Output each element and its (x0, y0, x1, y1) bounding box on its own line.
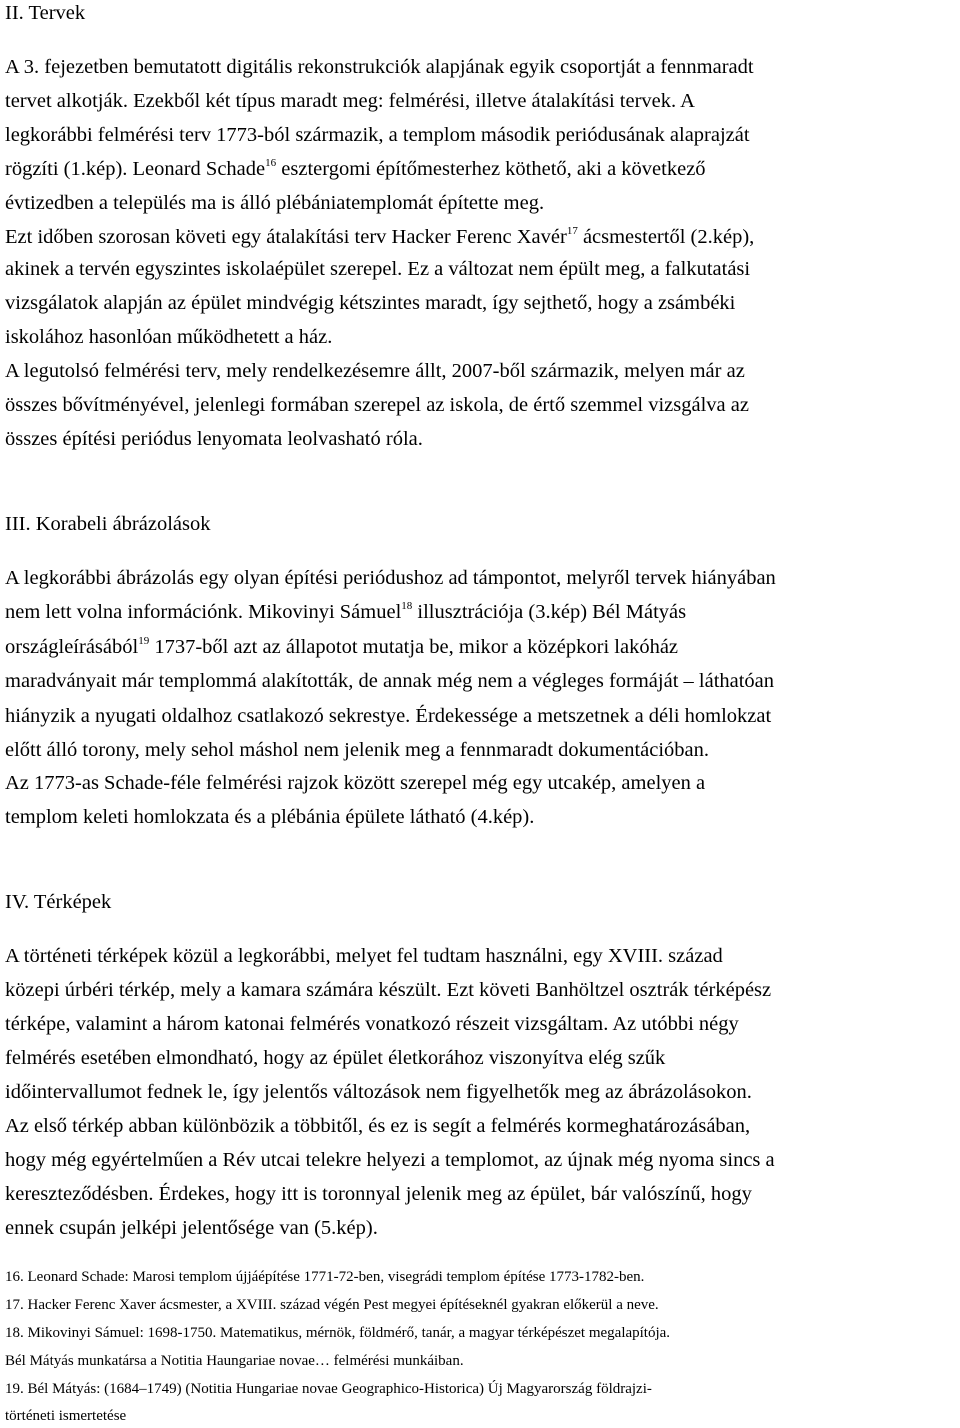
footnote-19: 19. Bél Mátyás: (1684–1749) (Notitia Hungariae novae Geographico-Historica) Új Magyarország földrajzi- (5, 1381, 652, 1397)
text-run: 1737-ből azt az állapotot mutatja be, mikor a középkori lakóház (149, 636, 679, 658)
text-run: Ezt időben szorosan követi egy átalakítási terv Hacker Ferenc Xavér (5, 226, 567, 248)
paragraph-line (5, 634, 678, 660)
paragraph-line: összes bővítményével, jelenlegi formában szerepel az iskola, de értő szemmel vizsgálva az (5, 394, 749, 416)
paragraph-line: évtizedben a település ma is álló plébániatemplomát építette meg. (5, 192, 545, 214)
paragraph-line: iskolához hasonlóan működhetett a ház. (5, 326, 333, 348)
footnote-ref-19[interactable]: 19 (138, 635, 150, 647)
paragraph-line: Az első térkép abban különbözik a többitől, és ez is segít a felmérés kormeghatározásában, (5, 1115, 751, 1137)
paragraph-line: összes építési periódus lenyomata leolvasható róla. (5, 428, 423, 450)
footnote-19-continued: történeti ismertetése (5, 1408, 127, 1424)
paragraph-line: hogy még egyértelműen a Rév utcai telekre helyezi a templomot, az újnak még nyoma sincs a (5, 1149, 775, 1171)
footnote-ref-16[interactable]: 16 (265, 157, 277, 169)
paragraph-line: ennek csupán jelképi jelentősége van (5.kép). (5, 1217, 378, 1239)
paragraph-line: templom keleti homlokzata és a plébánia épülete látható (4.kép). (5, 806, 535, 828)
paragraph-line: közepi úrbéri térkép, mely a kamara számára készült. Ezt követi Banhöltzel osztrák térképész (5, 979, 772, 1001)
paragraph-line: tervet alkotják. Ezekből két típus maradt meg: felmérési, illetve átalakítási tervek. A (5, 90, 695, 112)
section-heading-tervek: II. Tervek (5, 2, 86, 24)
text-run: illusztrációja (3.kép) Bél Mátyás (412, 601, 687, 623)
footnote-17: 17. Hacker Ferenc Xaver ácsmester, a XVIII. század végén Pest megyei építéseknél gyakran előkerül a neve. (5, 1297, 659, 1313)
paragraph-line: Az 1773-as Schade-féle felmérési rajzok között szerepel még egy utcakép, amelyen a (5, 772, 706, 794)
paragraph-line: felmérés esetében elmondható, hogy az épület életkorához viszonyítva elég szűk (5, 1047, 666, 1069)
paragraph-line: kereszteződésben. Érdekes, hogy itt is toronnyal jelenik meg az épület, bár valószínű, hogy (5, 1183, 752, 1205)
section-heading-terkepek: IV. Térképek (5, 891, 112, 913)
paragraph-line: térképe, valamint a három katonai felmérés vonatkozó részeit vizsgáltam. Az utóbbi négy (5, 1013, 739, 1035)
paragraph-line (5, 224, 754, 250)
text-run: ácsmestertől (2.kép), (577, 226, 755, 248)
paragraph-line: A legutolsó felmérési terv, mely rendelkezésemre állt, 2007-ből származik, melyen már az (5, 360, 745, 382)
footnote-ref-18[interactable]: 18 (401, 600, 413, 612)
footnote-18-continued: Bél Mátyás munkatársa a Notitia Haungariae novae… felmérési munkáiban. (5, 1353, 464, 1369)
paragraph-line: vizsgálatok alapján az épület mindvégig kétszintes maradt, így sejthető, hogy a zsámbéki (5, 292, 736, 314)
paragraph-line: A 3. fejezetben bemutatott digitális rekonstrukciók alapjának egyik csoportját a fennmaradt (5, 56, 754, 78)
text-run: nem lett volna információnk. Mikovinyi Sámuel (5, 601, 402, 623)
paragraph-line: hiányzik a nyugati oldalhoz csatlakozó sekrestye. Érdekessége a metszetnek a déli homlokzat (5, 705, 772, 727)
text-run: országleírásából (5, 636, 139, 658)
paragraph-line: előtt álló torony, mely sehol máshol nem jelenik meg a fennmaradt dokumentációban. (5, 739, 710, 761)
paragraph-line: legkorábbi felmérési terv 1773-ból származik, a templom második periódusának alaprajzát (5, 124, 750, 146)
paragraph-line: A történeti térképek közül a legkorábbi, melyet fel tudtam használni, egy XVIII. század (5, 945, 723, 967)
paragraph-line: maradványait már templommá alakították, de annak még nem a végleges formáját – láthatóan (5, 670, 775, 692)
paragraph-line: akinek a tervén egyszintes iskolaépület szerepel. Ez a változat nem épült meg, a falkutatási (5, 258, 751, 280)
text-run: rögzíti (1.kép). Leonard Schade (5, 158, 266, 180)
footnote-16: 16. Leonard Schade: Marosi templom újjáépítése 1771-72-ben, visegrádi templom építése 1773-1782-ben. (5, 1269, 645, 1285)
paragraph-line: időintervallumot fednek le, így jelentős változások nem figyelhetők meg az ábrázolásokon. (5, 1081, 752, 1103)
footnote-18: 18. Mikovinyi Sámuel: 1698-1750. Matematikus, mérnök, földmérő, tanár, a magyar térképészet megalapítója. (5, 1325, 671, 1341)
paragraph-line (5, 156, 706, 182)
text-run: esztergomi építőmesterhez köthető, aki a következő (276, 158, 706, 180)
section-heading-korabeli-abrazolasok: III. Korabeli ábrázolások (5, 513, 211, 535)
paragraph-line: A legkorábbi ábrázolás egy olyan építési periódushoz ad támpontot, melyről tervek hiányában (5, 567, 776, 589)
paragraph-line (5, 599, 686, 625)
footnote-ref-17[interactable]: 17 (566, 225, 578, 237)
